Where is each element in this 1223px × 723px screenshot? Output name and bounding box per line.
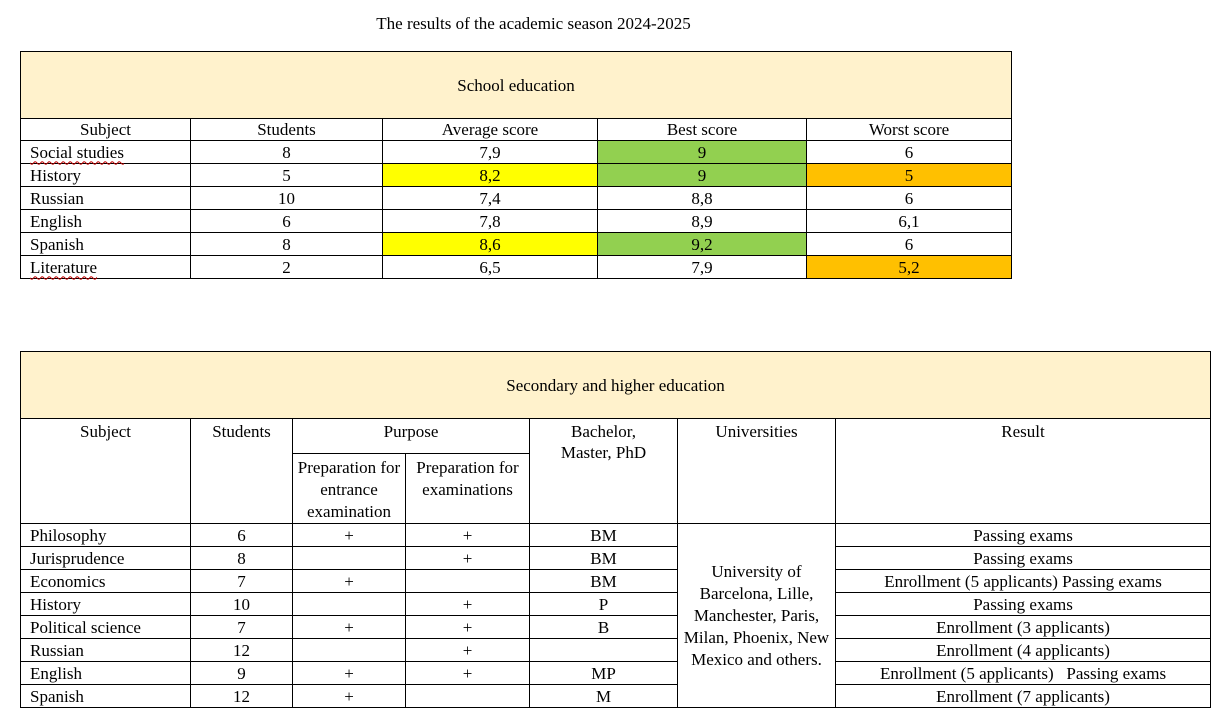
students-cell: 2 [191, 256, 383, 279]
degree-cell: BM [530, 547, 678, 570]
table-row [21, 210, 1012, 233]
header-worst-score: Worst score [807, 119, 1012, 141]
subject-cell: English [21, 662, 191, 685]
average-cell: 7,4 [383, 187, 598, 210]
table-row [21, 593, 1211, 616]
degree-cell: BM [530, 570, 678, 593]
subject-cell: History [21, 593, 191, 616]
header-students: Students [191, 119, 383, 141]
entrance-cell: + [293, 662, 406, 685]
table-row [21, 187, 1012, 210]
best-cell: 8,8 [598, 187, 807, 210]
subject-text: Literature [30, 257, 98, 277]
school-education-table [20, 51, 1012, 279]
best-cell: 8,9 [598, 210, 807, 233]
worst-cell: 6 [807, 233, 1012, 256]
subject-cell: Jurisprudence [21, 547, 191, 570]
document-title: The results of the academic season 2024-2025 [376, 14, 691, 33]
degree-cell: MP [530, 662, 678, 685]
students-cell: 10 [191, 593, 293, 616]
header-universities: Universities [678, 419, 836, 524]
students-cell: 9 [191, 662, 293, 685]
worst-cell: 5,2 [807, 256, 1012, 279]
average-cell: 7,9 [383, 141, 598, 164]
average-cell: 6,5 [383, 256, 598, 279]
subject-cell: Russian [21, 639, 191, 662]
exams-cell: + [406, 524, 530, 547]
students-cell: 5 [191, 164, 383, 187]
students-cell: 6 [191, 210, 383, 233]
subject-cell [21, 256, 191, 279]
degree-cell: P [530, 593, 678, 616]
exams-cell [406, 685, 530, 708]
students-cell: 6 [191, 524, 293, 547]
entrance-cell [293, 547, 406, 570]
result-cell: Passing exams [836, 547, 1211, 570]
header-average-score: Average score [383, 119, 598, 141]
worst-cell: 6,1 [807, 210, 1012, 233]
best-cell: 9,2 [598, 233, 807, 256]
header-result: Result [836, 419, 1211, 524]
exams-cell: + [406, 616, 530, 639]
students-cell: 7 [191, 616, 293, 639]
average-cell: 7,8 [383, 210, 598, 233]
table-row [21, 570, 1211, 593]
subject-cell: Spanish [21, 233, 191, 256]
students-cell: 7 [191, 570, 293, 593]
students-cell: 8 [191, 141, 383, 164]
exams-cell: + [406, 547, 530, 570]
students-cell: 8 [191, 233, 383, 256]
best-cell: 9 [598, 141, 807, 164]
table-row [21, 256, 1012, 279]
higher-education-table [20, 351, 1211, 708]
result-cell: Passing exams [836, 524, 1211, 547]
header-purpose-exams: Preparation for examinations [406, 454, 530, 524]
entrance-cell [293, 593, 406, 616]
degree-cell: BM [530, 524, 678, 547]
result-cell: Passing exams [836, 593, 1211, 616]
entrance-cell: + [293, 570, 406, 593]
header-subject: Subject [21, 419, 191, 524]
degree-cell: B [530, 616, 678, 639]
table-row [21, 685, 1211, 708]
worst-cell: 6 [807, 187, 1012, 210]
entrance-cell: + [293, 524, 406, 547]
table-row [21, 164, 1012, 187]
header-students: Students [191, 419, 293, 524]
table-row [21, 524, 1211, 547]
table-row [21, 639, 1211, 662]
entrance-cell: + [293, 616, 406, 639]
universities-cell: University of Barcelona, Lille, Manchester, Paris, Milan, Phoenix, New Mexico and others. [678, 524, 836, 708]
subject-cell: Economics [21, 570, 191, 593]
worst-cell: 5 [807, 164, 1012, 187]
subject-cell: Russian [21, 187, 191, 210]
exams-cell: + [406, 662, 530, 685]
result-cell: Enrollment (3 applicants) [836, 616, 1211, 639]
subject-cell [21, 141, 191, 164]
header-best-score: Best score [598, 119, 807, 141]
best-cell: 9 [598, 164, 807, 187]
result-cell: Enrollment (5 applicants) Passing exams [836, 570, 1211, 593]
students-cell: 12 [191, 639, 293, 662]
header-purpose-entrance: Preparation for entrance examination [293, 454, 406, 524]
header-degree: Bachelor, Master, PhD [530, 419, 678, 524]
exams-cell: + [406, 593, 530, 616]
subject-cell: History [21, 164, 191, 187]
degree-cell: M [530, 685, 678, 708]
table-row [21, 233, 1012, 256]
subject-cell: Spanish [21, 685, 191, 708]
header-subject: Subject [21, 119, 191, 141]
result-cell: Enrollment (4 applicants) [836, 639, 1211, 662]
students-cell: 10 [191, 187, 383, 210]
students-cell: 8 [191, 547, 293, 570]
degree-cell [530, 639, 678, 662]
higher-education-banner: Secondary and higher education [21, 352, 1211, 419]
exams-cell: + [406, 639, 530, 662]
table-row [21, 547, 1211, 570]
result-cell: Enrollment (7 applicants) [836, 685, 1211, 708]
worst-cell: 6 [807, 141, 1012, 164]
subject-cell: Philosophy [21, 524, 191, 547]
average-cell: 8,2 [383, 164, 598, 187]
table-row [21, 616, 1211, 639]
average-cell: 8,6 [383, 233, 598, 256]
entrance-cell: + [293, 685, 406, 708]
table-row [21, 662, 1211, 685]
subject-cell: Political science [21, 616, 191, 639]
exams-cell [406, 570, 530, 593]
subject-text: Social studies [30, 142, 124, 162]
best-cell: 7,9 [598, 256, 807, 279]
table-row [21, 141, 1012, 164]
subject-cell: English [21, 210, 191, 233]
result-cell: Enrollment (5 applicants) Passing exams [836, 662, 1211, 685]
header-purpose: Purpose [293, 419, 530, 454]
school-education-banner: School education [21, 52, 1012, 119]
entrance-cell [293, 639, 406, 662]
students-cell: 12 [191, 685, 293, 708]
